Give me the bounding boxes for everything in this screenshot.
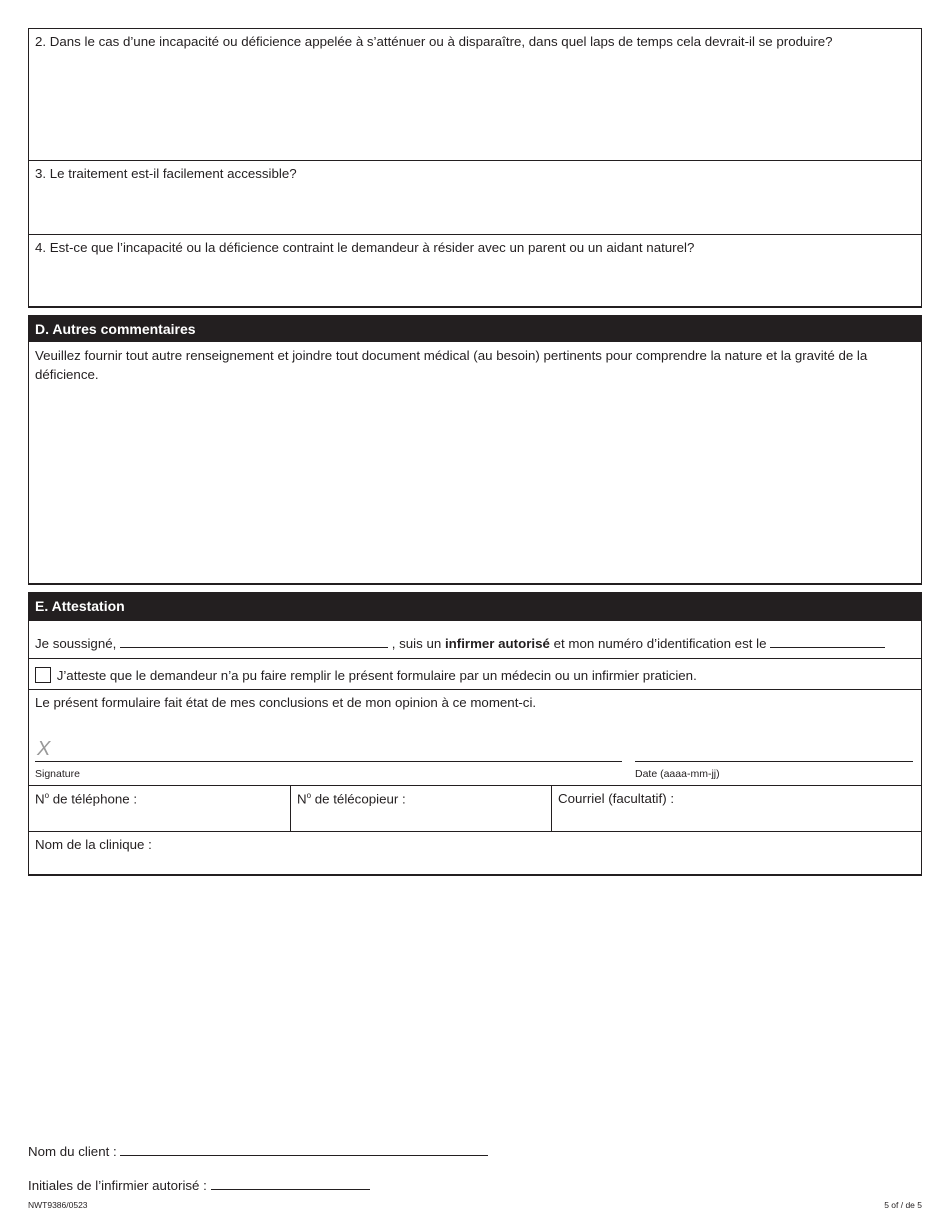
other-comments-field[interactable] [29,342,921,388]
line1-bold: infirmer autorisé [444,636,550,651]
section-e-heading: E. Attestation [29,592,921,621]
clinic-field[interactable] [29,831,921,875]
client-name-label: Nom du client : [28,1144,117,1159]
phone-prefix: N [35,791,45,807]
checkbox-label: J’atteste que le demandeur n’a pu faire remplir le présent formulaire par un médecin ou un infirmier praticien. [56,668,697,683]
signature-row [29,689,921,785]
line1-suffix: et mon numéro d’identification est le [553,636,767,651]
signature-label: Signature [35,768,80,780]
attestation-line [29,621,921,658]
phone-field[interactable] [29,786,290,831]
phone-sup: o [44,791,50,800]
signature-mark: X [37,738,51,760]
question-4-label: 4. Est-ce que l’incapacité ou la déficience contraint le demandeur à résider avec un parent ou un aidant naturel? [35,240,695,255]
question-3-field[interactable] [29,160,921,234]
client-name-input[interactable] [120,1143,488,1156]
phone-label: de téléphone : [49,791,138,807]
question-2-label: 2. Dans le cas d’une incapacité ou déficience appelée à s’atténuer ou à disparaître, dans quel laps de temps cela devrait-il se produire? [35,34,833,49]
section-e [28,592,922,876]
fax-sup: o [306,791,312,800]
initials-row [28,1177,370,1193]
statement-text: Le présent formulaire fait état de mes conclusions et de mon opinion à ce moment-ci. [35,695,537,710]
section-d-instructions: Veuillez fournir tout autre renseignement et joindre tout document médical (au besoin) pertinents pour comprendre la nature et la gravité de la déficience. [35,348,868,382]
question-3-label: 3. Le traitement est-il facilement accessible? [35,166,297,181]
contact-row [29,785,921,831]
signature-line[interactable] [35,761,622,762]
nurse-name-input[interactable] [120,635,388,648]
id-number-input[interactable] [770,635,885,648]
email-field[interactable] [551,786,921,831]
initials-input[interactable] [211,1177,370,1190]
client-name-row [28,1143,488,1159]
section-c-questions [28,28,922,308]
fax-field[interactable] [290,786,551,831]
attestation-checkbox[interactable] [35,667,51,683]
question-4-field[interactable] [29,234,921,306]
clinic-label: Nom de la clinique : [35,837,152,852]
initials-label: Initiales de l’infirmier autorisé : [28,1178,207,1193]
date-label: Date (aaaa-mm-jj) [635,768,720,780]
form-code: NWT9386/0523 [28,1200,88,1210]
section-d-heading: D. Autres commentaires [29,316,921,342]
line1-prefix: Je soussigné, [35,636,117,651]
email-label: Courriel (facultatif) : [558,791,675,806]
date-line[interactable] [635,761,913,762]
fax-prefix: N [297,791,307,807]
attestation-checkbox-row [29,658,921,689]
section-d [28,315,922,585]
page-number: 5 of / de 5 [884,1200,922,1210]
question-2-field[interactable] [29,29,921,160]
fax-label: de télécopieur : [311,791,406,807]
line1-mid: , suis un [391,636,442,651]
